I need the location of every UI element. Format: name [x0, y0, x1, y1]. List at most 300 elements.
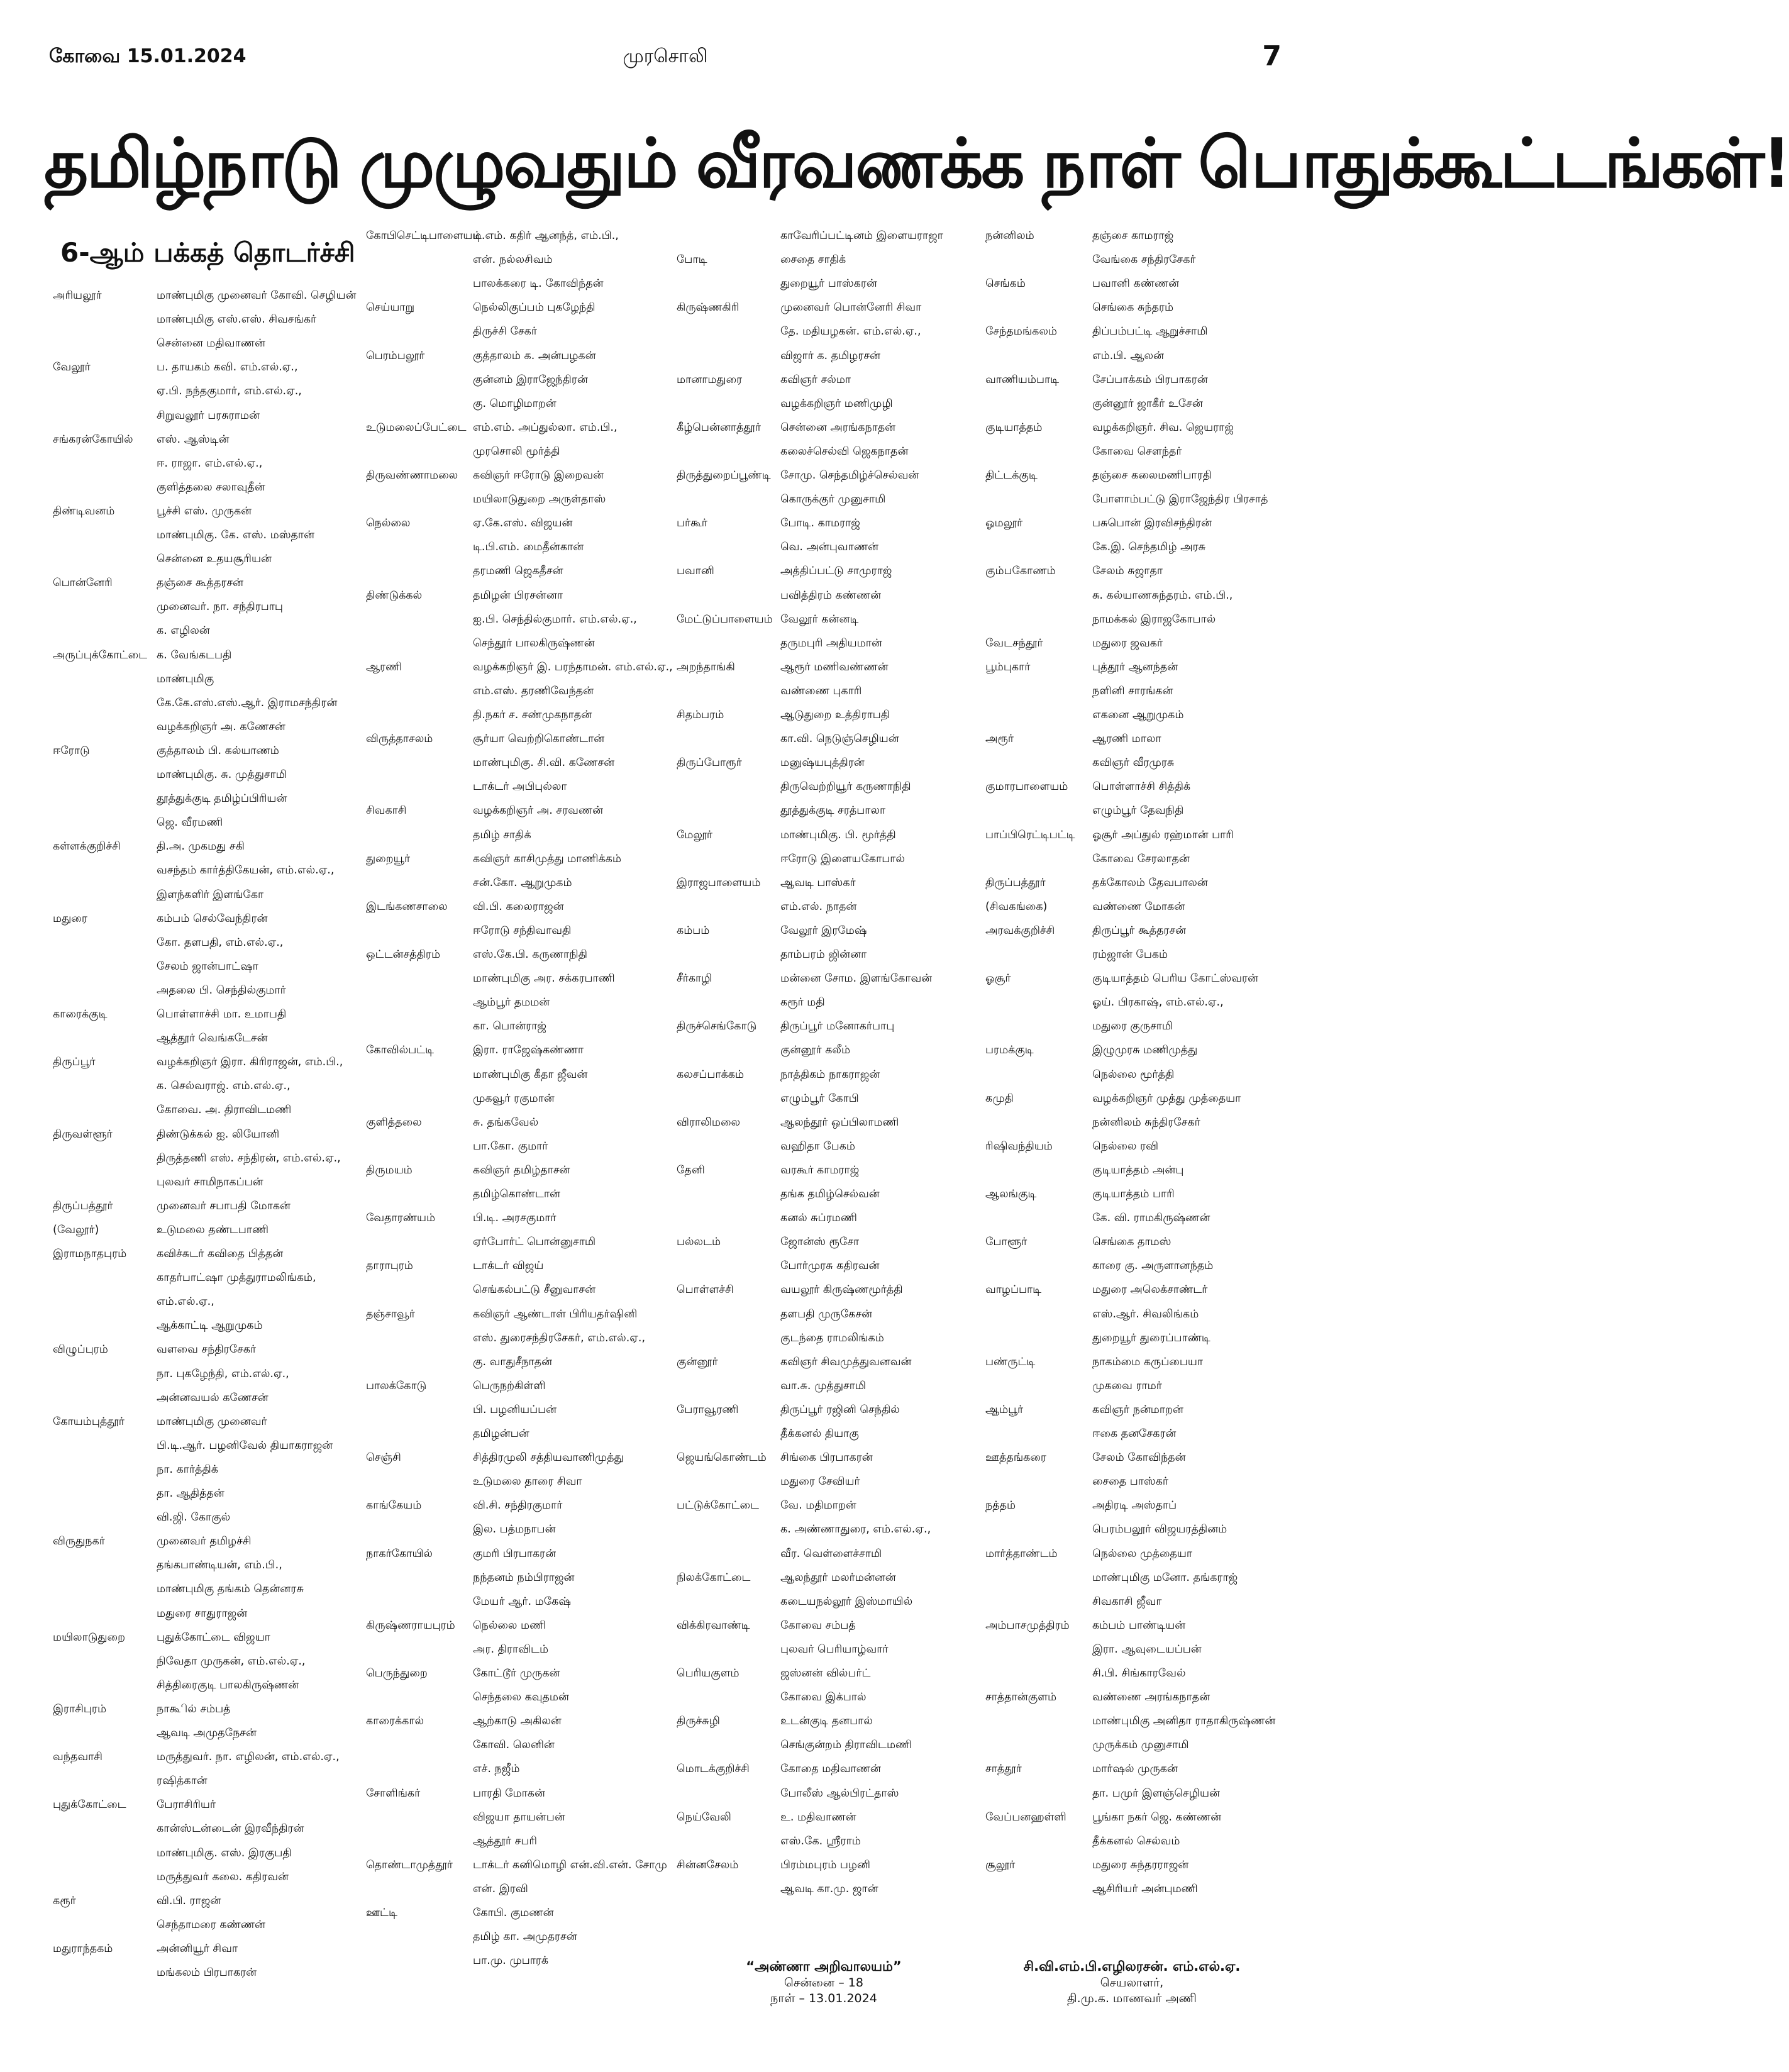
speaker-name: நளினி சாரங்கன்	[1092, 684, 1173, 697]
place-name: மானாமதுரை	[677, 373, 743, 386]
speaker-name: சேலம் ஜான்பாட்ஷா	[157, 960, 258, 973]
place-name: மேலூர்	[677, 828, 713, 841]
speaker-name: கவிஞர் சல்மா	[780, 373, 851, 386]
place-name: பர்கூர்	[677, 517, 707, 530]
speaker-name: சன்.கோ. ஆறுமுகம்	[473, 876, 572, 889]
speaker-name: வேங்கை சந்திரசேகர்	[1092, 253, 1196, 267]
speaker-name: சென்னை உதயசூரியன்	[157, 553, 272, 566]
speaker-name: செங்கை தாமஸ்	[1092, 1236, 1171, 1249]
place-name: துறையூர்	[366, 852, 411, 865]
speaker-name: கோவை. அ. திராவிடமணி	[157, 1104, 292, 1117]
place-name: பாப்பிரெட்டிபட்டி	[985, 828, 1075, 841]
place-name: (சிவகங்கை)	[985, 900, 1048, 913]
speaker-name: ஆலந்தூர் ஒப்பிலாமணி	[780, 1116, 899, 1129]
speaker-name: ஏ.கே.எஸ். விஜயன்	[473, 517, 573, 530]
speaker-name: ஓய். பிரகாஷ், எம்.எல்.ஏ.,	[1092, 996, 1224, 1009]
speaker-name: பசுபொன் இரவிசந்திரன்	[1092, 517, 1212, 530]
place-name: பேராவூரணி	[677, 1403, 739, 1416]
place-name: மதுரை	[53, 912, 87, 925]
place-name: இராசிபுரம்	[53, 1702, 107, 1715]
speaker-name: உடன்குடி தனபால்	[780, 1715, 873, 1728]
speaker-name: நாமக்கல் இராஜகோபால்	[1092, 612, 1216, 626]
speaker-name: எழும்பூர் கோபி	[780, 1092, 859, 1105]
place-name: (வேலூர்)	[53, 1223, 99, 1236]
speaker-name: தஞ்சை கூத்தரசன்	[157, 577, 244, 590]
place-name: செய்யாறு	[366, 301, 415, 314]
speaker-name: க. அண்ணாதுரை, எம்.எல்.ஏ.,	[780, 1523, 931, 1536]
speaker-name: கோட்டூர் முருகன்	[473, 1667, 560, 1680]
speaker-name: திருச்சி சேகர்	[473, 325, 537, 338]
speaker-name: ஆடுதுறை உத்திராபதி	[780, 709, 890, 721]
speaker-name: காவேரிப்பட்டினம் இளையராஜா	[780, 230, 943, 242]
speaker-name: உடுமலை தாரை சிவா	[473, 1475, 582, 1488]
speaker-name: மன்னை சோம. இளங்கோவன்	[780, 972, 933, 985]
place-name: கம்பம்	[677, 924, 710, 937]
place-name: அரவக்குறிச்சி	[985, 924, 1055, 937]
speaker-name: கே.இ. செந்தமிழ் அரசு	[1092, 541, 1206, 554]
speaker-name: தமிழ் கா. அமுதரசன்	[473, 1931, 577, 1944]
speaker-name: வயலூர் கிருஷ்ணமூர்த்தி	[780, 1283, 903, 1297]
place-name: வேடசந்தூர்	[985, 636, 1043, 650]
speaker-name: மாண்புமிகு	[157, 672, 214, 685]
speaker-name: மாண்புமிகு. சி.வி. கணேசன்	[473, 756, 615, 770]
speaker-name: புத்தூர் ஆனந்தன்	[1092, 660, 1178, 673]
speaker-name: கே. வி. ராமகிருஷ்ணன்	[1092, 1212, 1210, 1225]
speaker-name: நன்னிலம் சுந்திரசேகர்	[1092, 1116, 1200, 1129]
speaker-name: பெருநற்கிள்ளி	[473, 1379, 546, 1392]
place-name: ஆலங்குடி	[985, 1188, 1037, 1200]
speaker-name: பி.டி.ஆர். பழனிவேல் தியாகராஜன்	[157, 1439, 333, 1452]
place-name: பல்லடம்	[677, 1236, 721, 1249]
speaker-name: சு. தங்கவேல்	[473, 1116, 539, 1129]
signatory-role: செயலாளர்,	[1100, 1976, 1164, 1990]
place-name: கும்பகோணம்	[985, 565, 1056, 578]
place-name: தேனி	[677, 1163, 705, 1177]
speaker-name: ஆவடி அமுதநேசன்	[157, 1727, 257, 1739]
speaker-name: வரகூர் காமராஜ்	[780, 1163, 860, 1177]
speaker-name: தஞ்சை காமராஜ்	[1092, 230, 1174, 242]
speaker-name: தமிழ் சாதிக்	[473, 828, 531, 841]
speaker-name: குன்னம் இராஜேந்திரன்	[473, 373, 588, 386]
place-name: வேதாரண்யம்	[366, 1212, 436, 1225]
speaker-name: ஆத்தூர் வெங்கடேசன்	[157, 1032, 268, 1045]
speaker-name: மாண்புமிகு. பி. மூர்த்தி	[780, 828, 896, 841]
place-name: செங்கம்	[985, 277, 1026, 291]
speaker-name: தங்கபாண்டியன், எம்.பி.,	[157, 1559, 282, 1572]
speaker-name: போளாம்பட்டு இராஜேந்திர பிரசாத்	[1092, 493, 1268, 506]
place-name: சாத்தான்குளம்	[985, 1691, 1057, 1704]
place-name: இடங்கணசாலை	[366, 900, 448, 913]
place-name: போடி	[677, 253, 707, 267]
speaker-name: கோவை சேரலாதன்	[1092, 852, 1190, 865]
speaker-name: தமிழன்பன்	[473, 1427, 529, 1440]
speaker-name: வி.பி. கலைராஜன்	[473, 900, 564, 913]
place-name: பெருந்துறை	[366, 1667, 428, 1680]
speaker-name: ஏ.பி. நந்தகுமார், எம்.எல்.ஏ.,	[157, 385, 302, 398]
speaker-name: வழக்கறிஞர் முத்து முத்தையா	[1092, 1092, 1241, 1105]
speaker-name: ஆரணி மாலா	[1092, 733, 1161, 746]
place-name: ஜெயங்கொண்டம்	[677, 1451, 767, 1465]
place-name: திருப்பத்தூர்	[53, 1199, 113, 1212]
speaker-name: பெரம்பலூர் விஜயரத்தினம்	[1092, 1523, 1227, 1536]
speaker-name: துறையூர் பாஸ்கரன்	[780, 277, 877, 291]
speaker-name: தி.அ. முகமது சகி	[157, 840, 245, 853]
speaker-name: சேலம் கோவிந்தன்	[1092, 1451, 1186, 1465]
place-name: பெரம்பலூர்	[366, 349, 425, 362]
speaker-name: மார்ஷல் முருகன்	[1092, 1763, 1178, 1776]
place-name: சீர்காழி	[677, 972, 712, 985]
speaker-name: அதலை பி. செந்தில்குமார்	[157, 983, 286, 997]
speaker-name: முகவூர் ரகுமான்	[473, 1092, 555, 1105]
speaker-name: குன்னூர் ஜாகீர் உசேன்	[1092, 397, 1203, 410]
speaker-name: நிவேதா முருகன், எம்.எல்.ஏ.,	[157, 1654, 306, 1668]
speaker-name: எழும்பூர் தேவநிதி	[1092, 804, 1184, 817]
speaker-name: கவிஞர் வீரமுரசு	[1092, 756, 1175, 770]
place-name: அரியலூர்	[53, 289, 102, 302]
speaker-name: எம்.எல்.ஏ.,	[157, 1295, 214, 1309]
place-name: கிருஷ்ணராயபுரம்	[366, 1619, 455, 1632]
place-name: புதுக்கோட்டை	[53, 1798, 126, 1812]
place-name: ஒட்டன்சத்திரம்	[366, 948, 441, 961]
speaker-name: ஈரோடு சந்திவாவதி	[473, 924, 572, 937]
speaker-name: வழக்கறிஞர் அ. கணேசன்	[157, 720, 285, 733]
speaker-name: கோவி. லெனின்	[473, 1739, 555, 1752]
speaker-name: ஆலந்தூர் மலர்மன்னன்	[780, 1571, 896, 1584]
place-name: கோபிசெட்டிபாளையம்	[366, 230, 482, 242]
place-name: கிருஷ்ணகிரி	[677, 301, 739, 314]
speaker-name: ஆசிரியர் அன்புமணி	[1092, 1882, 1198, 1895]
signatory-name: சி.வி.எம்.பி.எழிலரசன். எம்.எல்.ஏ.	[1023, 1959, 1241, 1974]
speaker-name: காரை கு. அருளானந்தம்	[1092, 1260, 1214, 1273]
speaker-name: சூர்யா வெற்றிகொண்டான்	[473, 733, 605, 746]
place-name: கோவில்பட்டி	[366, 1044, 435, 1057]
speaker-name: நாத்திகம் நாகராஜன்	[780, 1068, 880, 1081]
speaker-name: வீர. வெள்ளைச்சாமி	[780, 1547, 882, 1560]
speaker-name: குடந்தை ராமலிங்கம்	[780, 1331, 884, 1344]
speaker-name: திண்டுக்கல் ஐ. லியோனி	[157, 1127, 280, 1141]
place-name: குன்னூர்	[677, 1355, 718, 1368]
speaker-name: வி.சி. சந்திரகுமார்	[473, 1499, 563, 1512]
speaker-name: பூச்சி எஸ். முருகன்	[157, 504, 252, 518]
place-name: நிலக்கோட்டை	[677, 1571, 751, 1584]
speaker-name: பவித்திரம் கண்ணன்	[780, 589, 882, 602]
place-name: திருச்செங்கோடு	[677, 1020, 757, 1033]
address-city: சென்னை – 18	[784, 1976, 863, 1990]
speaker-name: கா.வி. நெடுஞ்செழியன்	[780, 733, 899, 746]
speaker-name: வா.சு. முத்துசாமி	[780, 1379, 867, 1392]
place-name: திண்டிவனம்	[53, 504, 115, 518]
place-name: கரூர்	[53, 1894, 76, 1907]
speaker-name: முனைவர் பொன்னேரி சிவா	[780, 301, 922, 314]
place-name: திருச்சுழி	[677, 1715, 720, 1728]
speaker-name: மதுரை சுந்தரராஜன்	[1092, 1858, 1189, 1871]
place-name: போளூர்	[985, 1236, 1027, 1249]
place-name: மொடக்குறிச்சி	[677, 1763, 750, 1776]
place-name: விருத்தாசலம்	[366, 733, 433, 746]
speaker-name: கோபி. குமணன்	[473, 1907, 554, 1919]
speaker-name: அதிரடி அஸ்தாப்	[1092, 1499, 1177, 1512]
speaker-name: வேலூர் இரமேஷ்	[780, 924, 867, 937]
speaker-name: கலைச்செல்வி ஜெகநாதன்	[780, 445, 909, 458]
place-name: கள்ளக்குறிச்சி	[53, 840, 121, 853]
speaker-name: மதுரை அலெக்சாண்டர்	[1092, 1283, 1208, 1297]
speaker-name: ஈரோடு இளையகோபால்	[780, 852, 905, 865]
page-header	[49, 40, 1282, 77]
speaker-name: வண்ணை அரங்கநாதன்	[1092, 1691, 1210, 1704]
speaker-name: முகவை ராமர்	[1092, 1379, 1162, 1392]
speaker-name: மயிலாடுதுறை அருள்தாஸ்	[473, 493, 606, 506]
city-date: கோவை 15.01.2024	[49, 45, 246, 67]
place-name: வேலூர்	[53, 361, 91, 374]
speaker-name: நா. புகழேந்தி, எம்.எல்.ஏ.,	[157, 1367, 289, 1380]
speaker-name: மாண்புமிகு முனைவர்	[157, 1415, 267, 1428]
speaker-name: குன்னூர் கலீம்	[780, 1044, 851, 1057]
place-name: சங்கரன்கோயில்	[53, 433, 133, 446]
place-name: மார்த்தாண்டம்	[985, 1547, 1058, 1560]
speaker-name: மனுஷ்யபுத்திரன்	[780, 756, 865, 770]
speaker-name: புலவர் சாமிநாகப்பன்	[157, 1175, 263, 1188]
speaker-name: மாண்புமிகு எஸ்.எஸ். சிவசங்கர்	[157, 313, 317, 326]
speaker-name: எம்.எல். நாதன்	[780, 900, 857, 913]
speaker-name: ஏர்போர்ட் பொன்னுசாமி	[473, 1236, 596, 1249]
place-name: குளித்தலை	[366, 1116, 422, 1129]
place-name: இராஜபாளையம்	[677, 876, 761, 889]
speaker-name: க. வேங்கடபதி	[157, 648, 232, 662]
speaker-name: செந்தலை கவுதமன்	[473, 1691, 569, 1704]
place-name: தொண்டாமுத்தூர்	[366, 1858, 453, 1871]
place-name: காங்கேயம்	[366, 1499, 422, 1512]
speaker-name: குத்தாலம் பி. கல்யாணம்	[157, 744, 279, 757]
place-name: அம்பாசமுத்திரம்	[985, 1619, 1070, 1632]
speaker-name: திருவெற்றியூர் கருணாநிதி	[780, 780, 911, 794]
speaker-name: தாம்பரம் ஜின்னா	[780, 948, 867, 961]
place-name: பண்ருட்டி	[985, 1355, 1036, 1368]
speaker-name: எகனை ஆறுமுகம்	[1092, 709, 1184, 721]
headline: தமிழ்நாடு முழுவதும் வீரவணக்க நாள் பொதுக்கூட்டங்கள்!	[44, 125, 1789, 203]
speaker-name: முனைவர். நா. சந்திரபாபு	[157, 601, 283, 614]
speaker-name: மாண்புமிகு தங்கம் தென்னரசு	[157, 1583, 304, 1596]
speaker-name: தஞ்சை கலைமணிபாரதி	[1092, 469, 1212, 482]
speaker-name: செங்கை சுந்தரம்	[1092, 301, 1174, 314]
place-name: கீழ்பென்னாத்தூர்	[677, 421, 761, 434]
speaker-name: மங்கலம் பிரபாகரன்	[157, 1966, 257, 1979]
place-name: நெய்வேலி	[677, 1810, 731, 1824]
place-name: ஓமலூர்	[985, 517, 1023, 530]
speaker-name: வளவை சந்திரசேகர்	[157, 1343, 257, 1356]
speaker-name: தருமபுரி அதியமான்	[780, 636, 882, 650]
speaker-name: சைதை சாதிக்	[780, 253, 846, 267]
speaker-name: நா. கார்த்திக்	[157, 1463, 218, 1476]
place-name: ஆரணி	[366, 660, 402, 673]
speaker-name: ரம்ஜான் பேகம்	[1092, 948, 1168, 961]
speaker-name: முனைவர் தமிழச்சி	[157, 1535, 252, 1548]
speaker-name: போர்முரசு கதிரவன்	[780, 1260, 880, 1273]
page-number: 7	[1262, 40, 1282, 72]
place-name: சேந்தமங்கலம்	[985, 325, 1057, 338]
speaker-name: என். நல்லசிவம்	[473, 253, 553, 267]
speaker-name: வழக்கறிஞர் அ. சரவணன்	[473, 804, 604, 817]
speaker-name: மாண்புமிகு. கே. எஸ். மஸ்தான்	[157, 529, 315, 541]
place-name: சிதம்பரம்	[677, 709, 724, 721]
speaker-name: கான்ஸ்டன்டைன் இரவீந்திரன்	[157, 1822, 304, 1836]
speaker-name: எஸ்.கே. ஸ்ரீராம்	[780, 1834, 861, 1848]
place-name: மயிலாடுதுறை	[53, 1631, 125, 1644]
place-name: ஊத்தங்கரை	[985, 1451, 1046, 1465]
speaker-name: சித்திரமுலி சத்தியவாணிமுத்து	[473, 1451, 624, 1465]
speaker-name: நெல்லிகுப்பம் புகழேந்தி	[473, 301, 595, 314]
speaker-name: திருத்தணி எஸ். சந்திரன், எம்.எல்.ஏ.,	[157, 1151, 341, 1165]
place-name: விராலிமலை	[677, 1116, 741, 1129]
speaker-name: மாண்புமிகு மனோ. தங்கராஜ்	[1092, 1571, 1238, 1584]
place-name: சிவகாசி	[366, 804, 407, 817]
speaker-name: சோமு. செந்தமிழ்ச்செல்வன்	[780, 469, 919, 482]
speaker-name: ஆரூர் மணிவண்ணன்	[780, 660, 889, 673]
speaker-name: பி. பழனியப்பன்	[473, 1403, 557, 1416]
speaker-name: டாக்டர் அபிபுல்லா	[473, 780, 567, 794]
speaker-name: மதுரை சேவியர்	[780, 1475, 860, 1488]
speaker-name: தா. ஆதித்தன்	[157, 1487, 224, 1500]
place-name: விழுப்புரம்	[53, 1343, 108, 1356]
speaker-name: புலவர் பெரியாழ்வார்	[780, 1643, 889, 1656]
speaker-name: வழக்கறிஞர் இ. பரந்தாமன். எம்.எல்.ஏ.,	[473, 660, 673, 673]
speaker-name: வே. மதிமாறன்	[780, 1499, 856, 1512]
place-name: பவானி	[677, 565, 714, 578]
place-name: கலசப்பாக்கம்	[677, 1068, 745, 1081]
speaker-name: எம்.பி. ஆலன்	[1092, 349, 1165, 362]
speaker-name: சேலம் சுஜாதா	[1092, 565, 1163, 578]
speaker-name: சிங்கை பிரபாகரன்	[780, 1451, 873, 1465]
speaker-name: டி.எம். கதிர் ஆனந்த், எம்.பி.,	[473, 230, 619, 242]
place-name: காரைக்கால்	[366, 1715, 424, 1728]
place-name: விருதுநகர்	[53, 1535, 105, 1548]
speaker-name: தூத்துக்குடி தமிழ்ப்பிரியன்	[157, 792, 287, 806]
place-name: கமுதி	[985, 1092, 1014, 1105]
speaker-name: வெ. அன்புவாணன்	[780, 541, 879, 554]
paper-name: முரசொலி	[623, 45, 708, 67]
speaker-name: இழுமுரசு மணிமுத்து	[1092, 1044, 1198, 1057]
speaker-name: எஸ்.ஆர். சிவலிங்கம்	[1092, 1307, 1199, 1321]
speaker-name: குளித்தலை சலாவுதீன்	[157, 480, 265, 494]
speaker-name: கம்பம் பாண்டியன்	[1092, 1619, 1186, 1632]
speaker-name: கடையநல்லூர் இஸ்மாயில்	[780, 1595, 913, 1608]
speaker-name: முரசொலி மூர்த்தி	[473, 445, 560, 458]
speaker-name: க. எழிலன்	[157, 624, 210, 638]
speaker-name: எம்.எம். அப்துல்லா. எம்.பி.,	[473, 421, 618, 434]
speaker-name: கோவை இக்பால்	[780, 1691, 867, 1704]
speaker-name: துறையூர் துரைப்பாண்டி	[1092, 1331, 1210, 1344]
speaker-name: மாண்புமிகு அர. சக்கரபாணி	[473, 972, 615, 985]
speaker-name: தக்கோலம் தேவபாலன்	[1092, 876, 1208, 889]
speaker-name: செங்குன்றம் திராவிடமணி	[780, 1739, 912, 1752]
speaker-name: தி.நகர் ச. சண்முகநாதன்	[473, 709, 592, 721]
place-name: சாத்தூர்	[985, 1763, 1022, 1776]
speaker-name: அத்திப்பட்டு சாமுராஜ்	[780, 565, 892, 578]
place-name: சோளிங்கர்	[366, 1787, 421, 1800]
place-name: வாணியம்பாடி	[985, 373, 1060, 386]
speaker-name: சி.பி. சிங்காரவேல்	[1092, 1667, 1186, 1680]
place-name: தஞ்சாவூர்	[366, 1307, 415, 1321]
speaker-name: நெல்லை முத்தையா	[1092, 1547, 1192, 1560]
speaker-name: இல. பத்மநாபன்	[473, 1523, 556, 1536]
speaker-name: உ. மதிவாணன்	[780, 1810, 856, 1824]
place-name: அரூர்	[985, 733, 1014, 746]
place-name: பூம்புகார்	[985, 660, 1031, 673]
speaker-name: சித்திரைகுடி பாலகிருஷ்ணன்	[157, 1678, 299, 1692]
speaker-name: க. செல்வராஜ். எம்.எல்.ஏ.,	[157, 1080, 291, 1093]
speaker-name: டி.பி.எம். மைதீன்கான்	[473, 541, 584, 554]
speaker-name: குமரி பிரபாகரன்	[473, 1547, 557, 1560]
speaker-name: பா.கோ. குமார்	[473, 1139, 548, 1153]
speaker-name: சென்னை அரங்கநாதன்	[780, 421, 896, 434]
place-name: வாழப்பாடி	[985, 1283, 1042, 1297]
speaker-name: டாக்டர் கனிமொழி என்.வி.என். சோமு	[473, 1858, 667, 1871]
speaker-name: வி.பி. ராஜன்	[157, 1894, 221, 1907]
speaker-name: வேலூர் கன்னடி	[780, 612, 859, 626]
place-name: சூலூர்	[985, 1858, 1016, 1871]
speaker-name: ஆத்தூர் சபரி	[473, 1834, 537, 1848]
speaker-name: சேப்பாக்கம் பிரபாகரன்	[1092, 373, 1208, 386]
place-name: பட்டுக்கோட்டை	[677, 1499, 759, 1512]
place-name: அறந்தாங்கி	[677, 660, 735, 673]
place-name: காரைக்குடி	[53, 1008, 108, 1021]
speaker-name: நாகூில் சம்பத்	[157, 1702, 231, 1715]
place-name: திருத்துறைப்பூண்டி	[677, 469, 771, 482]
speaker-name: தா. பமுர் இளஞ்செழியன்	[1092, 1787, 1220, 1800]
speaker-name: இரா. ராஜேஷ்கண்ணா	[473, 1044, 584, 1057]
address-title: “அண்ணா அறிவாலயம்”	[746, 1959, 902, 1974]
speaker-name: கவிஞர் ஈரோடு இறைவன்	[473, 469, 604, 482]
speaker-name: கு. வாதுசீநாதன்	[473, 1355, 553, 1368]
footer-address	[679, 1959, 968, 2007]
speaker-name: கவிச்சுடர் கவிதை பித்தன்	[157, 1248, 284, 1260]
place-name: குமாரபாளையம்	[985, 780, 1068, 794]
continuation-note: 6-ஆம் பக்கத் தொடர்ச்சி	[60, 237, 355, 268]
speaker-name: கவிஞர் ஆண்டாள் பிரியதர்ஷினி	[473, 1307, 638, 1321]
speaker-name: மருத்துவர். நா. எழிலன், எம்.எல்.ஏ.,	[157, 1751, 340, 1764]
speaker-name: வழக்கறிஞர் இரா. கிரிராஜன், எம்.பி.,	[157, 1056, 343, 1069]
place-name: திருவண்ணாமலை	[366, 469, 458, 482]
place-name: சின்னசேலம்	[677, 1858, 739, 1871]
speaker-name: தூத்துக்குடி சரத்பாலா	[780, 804, 886, 817]
speaker-name: பேராசிரியர்	[157, 1798, 216, 1812]
place-name: நன்னிலம்	[985, 230, 1034, 242]
place-name: இராமநாதபுரம்	[53, 1248, 127, 1260]
speaker-name: குத்தாலம் க. அன்பழகன்	[473, 349, 596, 362]
speaker-name: குடியாத்தம் பெரிய கோட்ஸ்வரன்	[1092, 972, 1259, 985]
speaker-name: திப்பம்பட்டி ஆறுச்சாமி	[1092, 325, 1208, 338]
place-name: பொள்ளச்சி	[677, 1283, 734, 1297]
speaker-name: திருப்பூர் மனோகர்பாபு	[780, 1020, 895, 1033]
speaker-name: மாண்புமிகு. சு. முத்துசாமி	[157, 768, 287, 781]
speaker-name: குடியாத்தம் பாரி	[1092, 1188, 1175, 1200]
speaker-name: முருக்கம் முனுசாமி	[1092, 1739, 1189, 1752]
speaker-name: ஜஸ்னன் வில்பர்ட்	[780, 1667, 871, 1680]
speaker-name: கோ. தளபதி, எம்.எல்.ஏ.,	[157, 936, 284, 949]
speaker-name: பி.டி. அரசகுமார்	[473, 1212, 557, 1225]
speaker-name: மதுரை குருசாமி	[1092, 1020, 1173, 1033]
speaker-name: ஐ.பி. செந்தில்குமார். எம்.எல்.ஏ.,	[473, 612, 637, 626]
speaker-name: பா.மு. முபாரக்	[473, 1954, 549, 1968]
speaker-name: வசந்தம் கார்த்திகேயன், எம்.எல்.ஏ.,	[157, 864, 335, 877]
speaker-name: வழக்கறிஞர். சிவ. ஜெயராஜ்	[1092, 421, 1234, 434]
speaker-name: எஸ். ஆஸ்டின்	[157, 433, 230, 446]
speaker-name: மேயர் ஆர். மகேஷ்	[473, 1595, 571, 1608]
speaker-name: நந்தனம் நம்பிராஜன்	[473, 1571, 575, 1584]
speaker-name: சு. கல்யாணசுந்தரம். எம்.பி.,	[1092, 589, 1233, 602]
speaker-name: உடுமலை தண்டபாணி	[157, 1223, 269, 1236]
speaker-name: ஈ. ராஜா. எம்.எல்.ஏ.,	[157, 457, 263, 470]
speaker-name: பொள்ளாச்சி மா. உமாபதி	[157, 1008, 287, 1021]
